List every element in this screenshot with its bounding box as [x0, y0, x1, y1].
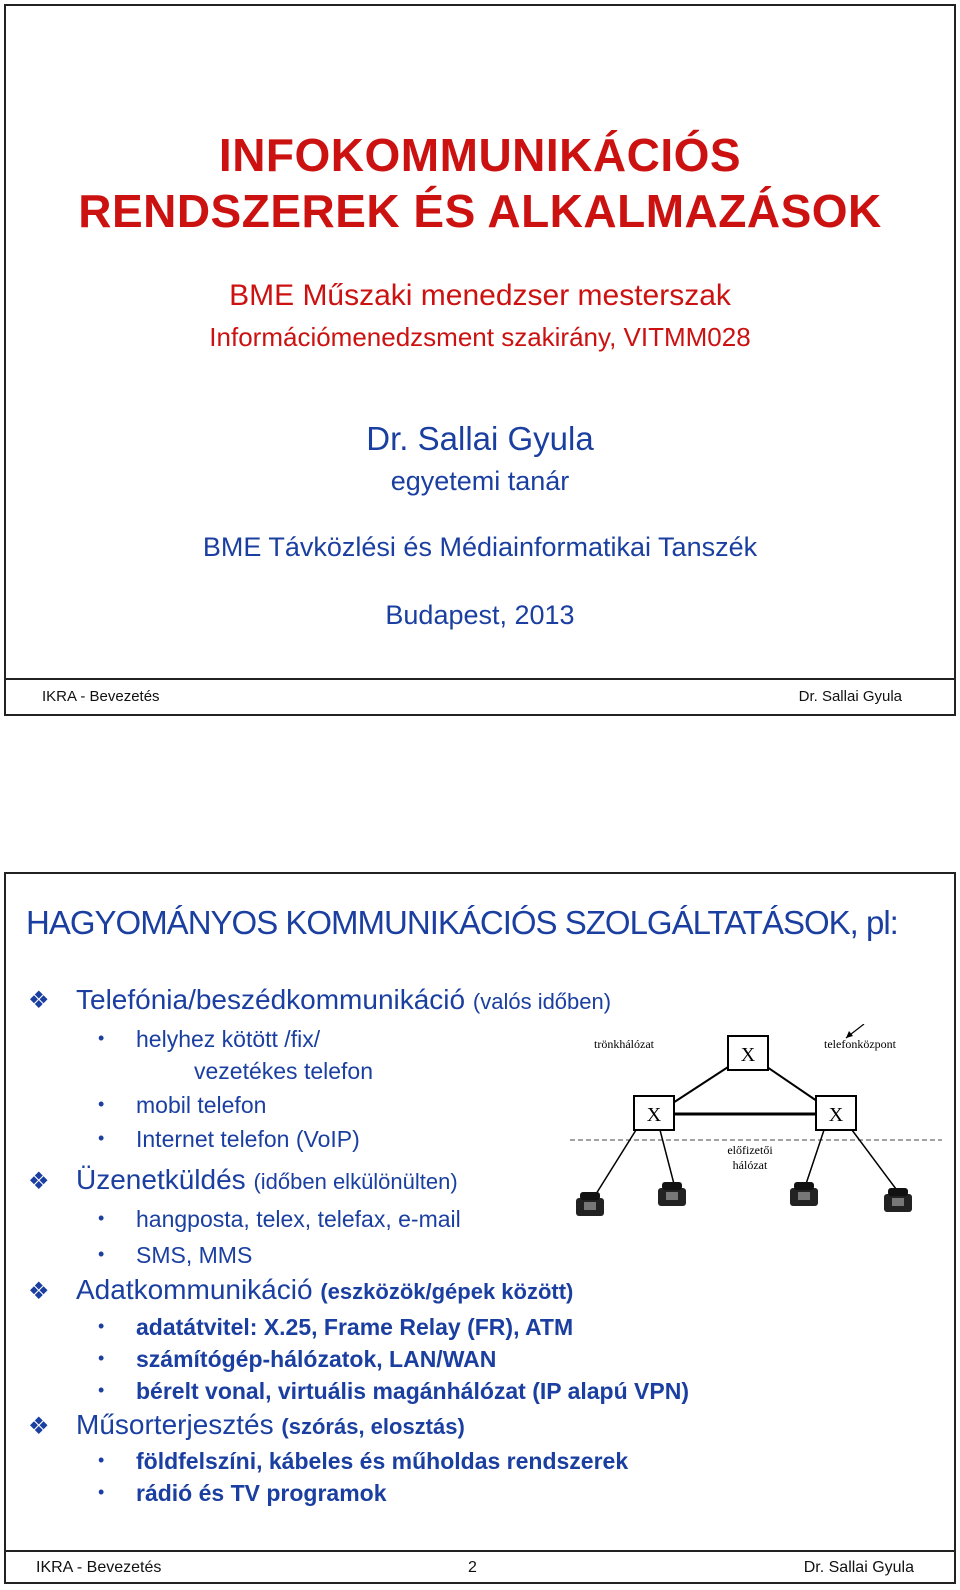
list-item: SMS, MMS	[136, 1242, 253, 1268]
subscriber-link	[852, 1130, 896, 1189]
list-item: mobil telefon	[136, 1092, 267, 1118]
phone-icon	[576, 1192, 604, 1216]
list-item: vezetékes telefon	[194, 1058, 374, 1084]
list-item: számítógép-hálózatok, LAN/WAN	[136, 1346, 497, 1372]
subscriber-label-1: előfizetői	[727, 1143, 773, 1157]
diamond-bullet-icon: ❖	[28, 987, 50, 1014]
footer-right: Dr. Sallai Gyula	[798, 688, 902, 705]
diamond-bullet-icon: ❖	[28, 1168, 50, 1195]
telephone-network-diagram	[566, 1024, 946, 1224]
section-heading: Üzenetküldés (időben elkülönülten)	[76, 1164, 458, 1195]
section-heading: Telefónia/beszédkommunikáció (valós időben)	[76, 984, 612, 1015]
slide-title-line1: INFOKOMMUNIKÁCIÓS	[218, 129, 742, 181]
section-heading: Műsorterjesztés (szórás, elosztás)	[76, 1409, 465, 1440]
title-slide	[4, 4, 956, 716]
exchange-symbol: X	[646, 1104, 662, 1126]
exchange-symbol: X	[828, 1104, 844, 1126]
exchange-label: telefonközpont	[824, 1037, 896, 1051]
bullet-dot-icon: •	[98, 1028, 105, 1048]
section-heading: Adatkommunikáció (eszközök/gépek között)	[76, 1274, 574, 1305]
subscriber-link	[660, 1130, 674, 1184]
slide-footer	[6, 1550, 954, 1582]
subscriber-label-2: hálózat	[732, 1158, 768, 1172]
bullet-dot-icon: •	[98, 1128, 105, 1148]
list-item: Internet telefon (VoIP)	[136, 1126, 360, 1152]
list-item: hangposta, telex, telefax, e-mail	[136, 1206, 461, 1232]
bullet-dot-icon: •	[98, 1348, 105, 1368]
bullet-dot-icon: •	[98, 1244, 105, 1264]
page-number: 2	[468, 1559, 477, 1576]
author-name: Dr. Sallai Gyula	[366, 420, 594, 457]
phone-icon	[884, 1188, 912, 1212]
slide-title-line2: RENDSZEREK ÉS ALKALMAZÁSOK	[78, 185, 882, 237]
list-item: földfelszíni, kábeles és műholdas rendszerek	[136, 1448, 629, 1474]
trunk-label: trönkhálózat	[594, 1037, 654, 1051]
bullet-dot-icon: •	[98, 1450, 105, 1470]
bullet-dot-icon: •	[98, 1094, 105, 1114]
phone-icon	[658, 1182, 686, 1206]
list-item: helyhez kötött /fix/	[136, 1026, 321, 1052]
diamond-bullet-icon: ❖	[28, 1278, 50, 1305]
footer-left: IKRA - Bevezetés	[36, 1559, 162, 1576]
author-role: egyetemi tanár	[390, 466, 570, 496]
footer-left: IKRA - Bevezetés	[42, 688, 160, 705]
slide-footer	[6, 678, 954, 714]
bullet-dot-icon: •	[98, 1380, 105, 1400]
program-name: BME Műszaki menedzser mesterszak	[229, 279, 731, 312]
footer-right: Dr. Sallai Gyula	[803, 1559, 914, 1576]
bullet-dot-icon: •	[98, 1316, 105, 1336]
slide-title: HAGYOMÁNYOS KOMMUNIKÁCIÓS SZOLGÁLTATÁSOK, pl:	[26, 904, 898, 941]
exchange-symbol: X	[740, 1044, 756, 1066]
content-slide	[4, 872, 956, 1584]
department: BME Távközlési és Médiainformatikai Tanszék	[202, 532, 758, 562]
subscriber-link	[806, 1130, 824, 1184]
diamond-bullet-icon: ❖	[28, 1413, 50, 1440]
bullet-dot-icon: •	[98, 1482, 105, 1502]
phone-icon	[790, 1182, 818, 1206]
list-item: adatátvitel: X.25, Frame Relay (FR), ATM	[136, 1314, 574, 1340]
list-item: rádió és TV programok	[136, 1480, 387, 1506]
bullet-dot-icon: •	[98, 1208, 105, 1228]
list-item: bérelt vonal, virtuális magánhálózat (IP alapú VPN)	[136, 1378, 689, 1404]
specialization: Információmenedzsment szakirány, VITMM028	[209, 322, 751, 352]
place-year: Budapest, 2013	[385, 600, 575, 630]
